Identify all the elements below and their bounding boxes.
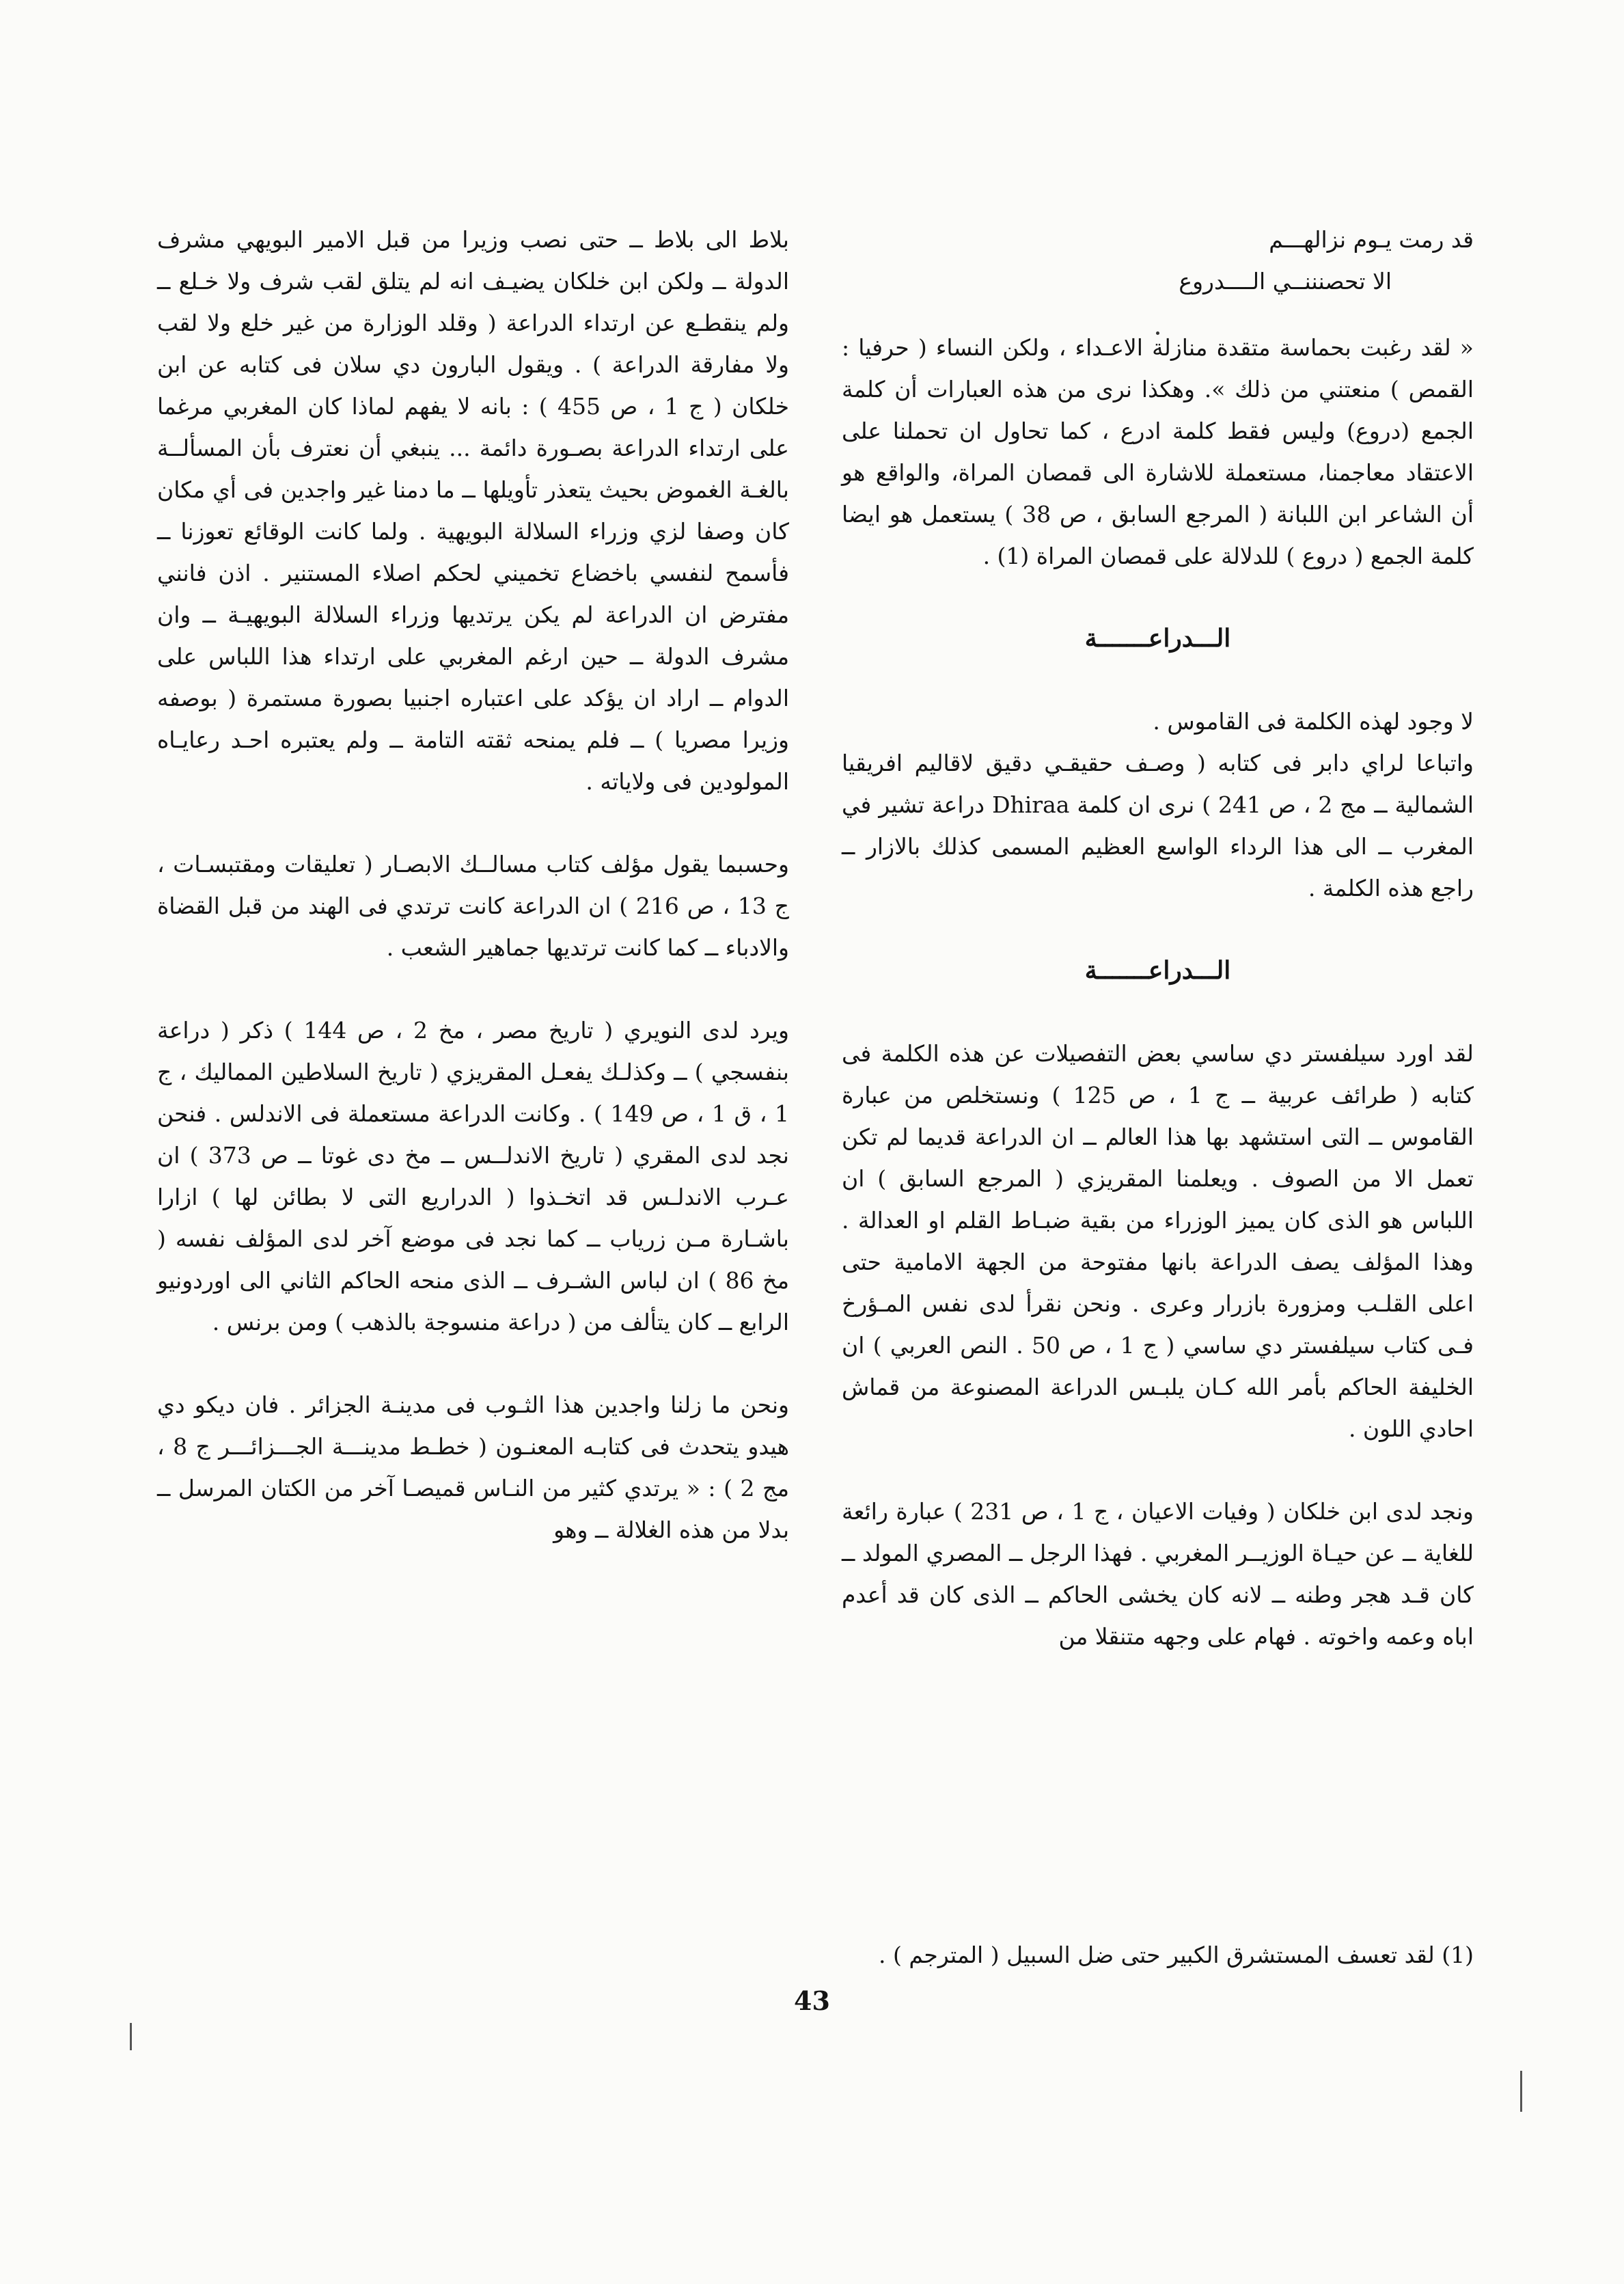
left-column bbox=[157, 219, 789, 1592]
scan-mark bbox=[1520, 2071, 1522, 2112]
paragraph: « لقد رغبت بحماسة متقدة منازلة الاعـداء ، ولكن النساء ( حرفيا : القمص ) منعتني من ذلك ». وهكذا نرى من هذه العبارات أن كلمة الجمع (دروع) وليس فقط كلمة ادرع ، كما تحاول ان تحملنا على الاعتقاد معاجمنا، مستعملة للاشارة الى قمصان المراة، والواقع هو أن الشاعر ابن اللبانة ( المرجع السابق ، ص 38 ) يستعمل هو ايضا كلمة الجمع ( دروع ) للدلالة على قمصان المراة (1) . bbox=[842, 334, 1474, 569]
footnote: (1) لقد تعسف المستشرق الكبير حتى ضل السبيل ( المترجم ) . bbox=[879, 1942, 1474, 1968]
paragraph: بلاط الى بلاط ــ حتى نصب وزيرا من قبل الامير البويهي مشرف الدولة ــ ولكن ابن خلكان يضيـف انه لم يتلق لقب شرف ولا خـلع ــ ولم ينقطـع عن ارتداء الدراعة ( وقلد الوزارة من غير خلع ولا لقب ولا مفارقة الدراعة ) . ويقول البارون دي سلان فى كتابه عن ابن خلكان ( ج 1 ، ص 455 ) : بانه لا يفهم لماذا كان المغربي مرغما على ارتداء الدراعة بصـورة دائمة ... ينبغي أن نعترف بأن المسألــة بالغـة الغموض بحيث يتعذر تأويلها ــ ما دمنا غير واجدين فى أي مكان كان وصفا لزي وزراء السلالة البويهية . ولما كانت الوقائع تعوزنا ــ فأسمح لنفسي باخضاع تخميني لحكم اصلاء المستنير . اذن فانني مفترض ان الدراعة لم يكن يرتديها وزراء السلالة البويهيـة ــ وان مشرف الدولة ــ حين ارغم المغربي على ارتداء هذا اللباس على الدوام ــ اراد ان يؤكد على اعتباره اجنبيا بصورة مستمرة ( بوصفه وزيرا مصريا ) ــ فلم يمنحه ثقته التامة ــ ولم يعتبره احـد رعايـاه المولودين فى ولاياته . bbox=[157, 226, 789, 795]
paragraph: ونحن ما زلنا واجدين هذا الثـوب فى مدينـة الجزائر . فان ديكو دي هيدو يتحدث فى كتابـه المعنـون ( خطـط مدينـــة الجـــزائـــر ج 8 ، مج 2 ) : « يرتدي كثير من النـاس قميصـا آخر من الكتان المرسل ــ بدلا من هذه الغلالة ــ وهو bbox=[157, 1391, 789, 1543]
scan-mark bbox=[130, 2023, 132, 2050]
ink-dot bbox=[842, 306, 1474, 327]
paragraph: لقد اورد سيلفستر دي ساسي بعض التفصيلات عن هذه الكلمة فى كتابه ( طرائف عربية ــ ج 1 ، ص 125 ) ونستخلص من عبارة القاموس ــ التى استشهد بها هذا العالم ــ ان الدراعة قديما لم تكن تعمل الا من الصوف . ويعلمنا المقريزي ( المرجع السابق ) ان اللباس هو الذى كان يميز الوزراء من بقية ضبـاط القلم او العدالة . وهذا المؤلف يصف الدراعة بانها مفتوحة من الجهة الامامية حتى اعلى القلـب ومزورة بازرار وعرى . ونحن نقرأ لدى نفس المـؤرخ فـى كتاب سيلفستر دي ساسي ( ج 1 ، ص 50 . النص العربي ) ان الخليفة الحاكم بأمر الله كـان يلبـس الدراعة المصنوعة من قماش احادي اللون . bbox=[842, 1040, 1474, 1442]
poem-line: قد رمت يـوم نزالهـــم bbox=[1269, 226, 1474, 253]
poem-line: الا تحصنننــي الــــدروع bbox=[1179, 268, 1392, 295]
paragraph: واتباعا لراي دابر فى كتابه ( وصـف حقيقـي دقيق لاقاليم افريقيا الشمالية ــ مج 2 ، ص 241 ) نرى ان كلمة Dhiraa دراعة تشير في المغرب ــ الى هذا الرداء الواسع العظيم المسمى كذلك بالازار ــ راجع هذه الكلمة . bbox=[842, 750, 1474, 901]
poem-verse bbox=[842, 219, 1474, 302]
section-heading: الـــدراعـــــــة bbox=[1084, 956, 1231, 985]
right-column bbox=[842, 219, 1474, 1698]
page-number: 43 bbox=[794, 1985, 830, 2016]
paragraph: ونجد لدى ابن خلكان ( وفيات الاعيان ، ج 1 ، ص 231 ) عبارة رائعة للغاية ــ عن حيـاة الوزيــر المغربي . فهذا الرجل ــ المصري المولد ــ كان قـد هجر وطنه ــ لانه كان يخشى الحاكم ــ الذى كان قد أعدم اباه وعمه واخوته . فهام على وجهه متنقلا من bbox=[842, 1498, 1474, 1650]
paragraph: ويرد لدى النويري ( تاريخ مصر ، مخ 2 ، ص 144 ) ذكر ( دراعة بنفسجي ) ــ وكذلـك يفعـل المقريزي ( تاريخ السلاطين المماليك ، ج 1 ، ق 1 ، ص 149 ) . وكانت الدراعة مستعملة فى الاندلس . فنحن نجد لدى المقري ( تاريخ الاندلــس ــ مخ دى غوتا ــ ص 373 ) ان عـرب الاندلـس قد اتخـذوا ( الدراريع التى لا بطائن لها ) ازارا باشـارة مـن زرياب ــ كما نجد فى موضع آخر لدى المؤلف نفسه ( مخ 86 ) ان لباس الشـرف ــ الذى منحه الحاكم الثاني الى اوردونيو الرابع ــ كان يتألف من ( دراعة منسوجة بالذهب ) ومن برنس . bbox=[157, 1017, 790, 1335]
section-heading: الـــدراعـــــــة bbox=[1084, 624, 1231, 653]
paragraph: وحسبما يقول مؤلف كتاب مسالــك الابصـار ( تعليقات ومقتبسـات ، ج 13 ، ص 216 ) ان الدراعة كانت ترتدي فى الهند من قبل القضاة والادباء ــ كما كانت ترتديها جماهير الشعب . bbox=[157, 851, 789, 961]
paragraph: لا وجود لهذه الكلمة فى القاموس . bbox=[1153, 708, 1474, 735]
